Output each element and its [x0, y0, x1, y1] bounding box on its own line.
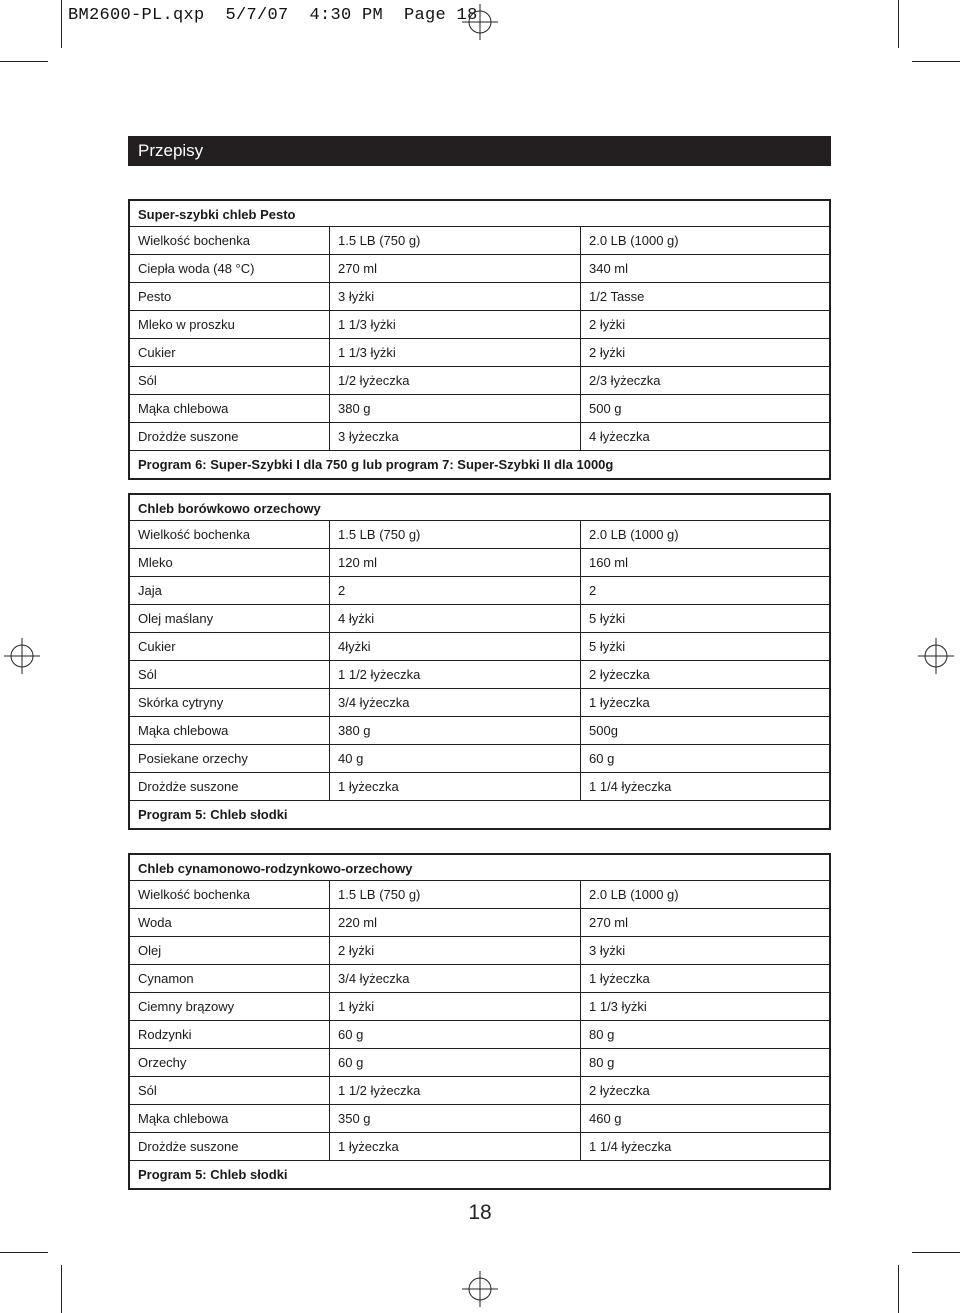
amount-large-cell: 5 łyżki [589, 639, 626, 654]
table-row [130, 255, 829, 283]
table-row [130, 965, 829, 993]
ingredient-cell: Ciepła woda (48 °C) [130, 255, 330, 282]
amount-large-cell: 2.0 LB (1000 g) [589, 233, 679, 248]
table-row [130, 283, 829, 311]
amount-small-cell: 4łyżki [330, 633, 581, 660]
amount-large-cell: 2/3 łyżeczka [589, 373, 661, 388]
amount-small-cell: 1 łyżeczka [330, 773, 581, 800]
amount-large-cell: 340 ml [589, 261, 629, 276]
recipe-title: Chleb borówkowo orzechowy [130, 495, 829, 521]
amount-small-cell: 2 [330, 577, 581, 604]
table-row [130, 633, 829, 661]
amount-small-cell: 3/4 łyżeczka [330, 689, 581, 716]
recipe-program: Program 5: Chleb słodki [138, 807, 288, 822]
amount-large-cell: 1 łyżeczka [589, 695, 650, 710]
ingredient-cell: Olej [130, 937, 330, 964]
ingredient-cell: Posiekane orzechy [130, 745, 330, 772]
table-row [130, 339, 829, 367]
amount-large-cell: 4 łyżeczka [589, 429, 650, 444]
amount-small-cell: 4 łyżki [330, 605, 581, 632]
amount-large-cell: 2.0 LB (1000 g) [589, 887, 679, 902]
ingredient-cell: Sól [130, 367, 330, 394]
amount-small-cell: 60 g [330, 1021, 581, 1048]
recipe-title: Chleb cynamonowo-rodzynkowo-orzechowy [130, 855, 829, 881]
table-row [130, 311, 829, 339]
recipe-program: Program 5: Chleb słodki [138, 1167, 288, 1182]
ingredient-cell: Pesto [130, 283, 330, 310]
crop-mark-top-right-h [912, 61, 960, 62]
crop-mark-bottom-left-h [0, 1252, 48, 1253]
table-row [130, 689, 829, 717]
amount-large-cell: 160 ml [589, 555, 629, 570]
amount-large-cell: 500 g [589, 401, 622, 416]
crop-mark-bottom-right-v [898, 1265, 899, 1313]
amount-small-cell: 1 1/3 łyżki [330, 311, 581, 338]
ingredient-cell: Drożdże suszone [130, 773, 330, 800]
crop-mark-bottom-right-h [912, 1252, 960, 1253]
ingredient-cell: Cynamon [130, 965, 330, 992]
amount-large-cell: 3 łyżki [589, 943, 626, 958]
ingredient-cell: Wielkość bochenka [130, 227, 330, 254]
table-row [130, 605, 829, 633]
ingredient-cell: Woda [130, 909, 330, 936]
recipe-program: Program 6: Super-Szybki I dla 750 g lub program 7: Super-Szybki II dla 1000g [138, 457, 614, 472]
amount-small-cell: 220 ml [330, 909, 581, 936]
amount-small-cell: 1 łyżeczka [330, 1133, 581, 1160]
amount-small-cell: 120 ml [330, 549, 581, 576]
ingredient-cell: Jaja [130, 577, 330, 604]
amount-large-cell: 2 [589, 583, 597, 598]
amount-large-cell: 80 g [589, 1055, 615, 1070]
table-row [130, 395, 829, 423]
table-row [130, 661, 829, 689]
table-row [130, 1049, 829, 1077]
table-row [130, 717, 829, 745]
table-row [130, 881, 829, 909]
ingredient-cell: Skórka cytryny [130, 689, 330, 716]
amount-large-cell: 2 łyżeczka [589, 667, 650, 682]
amount-large-cell: 270 ml [589, 915, 629, 930]
table-row [130, 549, 829, 577]
table-row [130, 577, 829, 605]
amount-small-cell: 1 1/2 łyżeczka [330, 661, 581, 688]
table-row [130, 367, 829, 395]
ingredient-cell: Rodzynki [130, 1021, 330, 1048]
amount-small-cell: 1 łyżki [330, 993, 581, 1020]
section-title-banner: Przepisy [128, 136, 831, 166]
amount-large-cell: 2 łyżki [589, 317, 626, 332]
table-row [130, 521, 829, 549]
ingredient-cell: Cukier [130, 339, 330, 366]
table-row [130, 773, 829, 801]
ingredient-cell: Mleko [130, 549, 330, 576]
ingredient-cell: Ciemny brązowy [130, 993, 330, 1020]
ingredient-cell: Wielkość bochenka [130, 881, 330, 908]
amount-small-cell: 1.5 LB (750 g) [330, 881, 581, 908]
table-row [130, 937, 829, 965]
ingredient-cell: Cukier [130, 633, 330, 660]
recipe-table-cinnamon-raisin-nut [128, 853, 831, 1190]
table-row [130, 993, 829, 1021]
recipe-table-pesto [128, 199, 831, 480]
table-row [130, 227, 829, 255]
amount-small-cell: 40 g [330, 745, 581, 772]
amount-large-cell: 500g [589, 723, 618, 738]
ingredient-cell: Sól [130, 661, 330, 688]
amount-large-cell: 1/2 Tasse [589, 289, 645, 304]
amount-small-cell: 1 1/2 łyżeczka [330, 1077, 581, 1104]
registration-mark-bottom-icon [462, 1271, 498, 1307]
ingredient-cell: Wielkość bochenka [130, 521, 330, 548]
amount-large-cell: 1 1/4 łyżeczka [589, 779, 672, 794]
table-row [130, 1105, 829, 1133]
amount-small-cell: 380 g [330, 395, 581, 422]
page-number: 18 [468, 1201, 492, 1224]
table-row [130, 1133, 829, 1161]
amount-small-cell: 1/2 łyżeczka [330, 367, 581, 394]
ingredient-cell: Mleko w proszku [130, 311, 330, 338]
amount-small-cell: 1.5 LB (750 g) [330, 227, 581, 254]
crop-mark-top-left-v [61, 0, 62, 48]
amount-small-cell: 3/4 łyżeczka [330, 965, 581, 992]
amount-small-cell: 270 ml [330, 255, 581, 282]
amount-large-cell: 80 g [589, 1027, 615, 1042]
table-row [130, 909, 829, 937]
table-row [130, 745, 829, 773]
amount-large-cell: 2 łyżki [589, 345, 626, 360]
amount-small-cell: 1.5 LB (750 g) [330, 521, 581, 548]
amount-large-cell: 1 łyżeczka [589, 971, 650, 986]
amount-large-cell: 2.0 LB (1000 g) [589, 527, 679, 542]
amount-large-cell: 1 1/4 łyżeczka [589, 1139, 672, 1154]
ingredient-cell: Drożdże suszone [130, 423, 330, 450]
table-row [130, 423, 829, 451]
ingredient-cell: Mąka chlebowa [130, 1105, 330, 1132]
print-slug-line: BM2600-PL.qxp 5/7/07 4:30 PM Page 18 [68, 6, 478, 25]
crop-mark-top-right-v [898, 0, 899, 48]
recipe-title: Super-szybki chleb Pesto [130, 201, 829, 227]
table-row [130, 1077, 829, 1105]
amount-small-cell: 350 g [330, 1105, 581, 1132]
registration-mark-left-icon [4, 638, 40, 674]
amount-small-cell: 1 1/3 łyżki [330, 339, 581, 366]
amount-small-cell: 380 g [330, 717, 581, 744]
ingredient-cell: Mąka chlebowa [130, 717, 330, 744]
amount-small-cell: 3 łyżeczka [330, 423, 581, 450]
recipe-table-blueberry-nut [128, 493, 831, 830]
crop-mark-top-left-h [0, 61, 48, 62]
amount-large-cell: 60 g [589, 751, 615, 766]
crop-mark-bottom-left-v [61, 1265, 62, 1313]
amount-large-cell: 2 łyżeczka [589, 1083, 650, 1098]
registration-mark-right-icon [918, 638, 954, 674]
amount-small-cell: 2 łyżki [330, 937, 581, 964]
ingredient-cell: Sól [130, 1077, 330, 1104]
ingredient-cell: Drożdże suszone [130, 1133, 330, 1160]
amount-large-cell: 5 łyżki [589, 611, 626, 626]
amount-small-cell: 3 łyżki [330, 283, 581, 310]
ingredient-cell: Orzechy [130, 1049, 330, 1076]
registration-mark-top-icon [462, 4, 498, 40]
amount-large-cell: 460 g [589, 1111, 622, 1126]
table-row [130, 1021, 829, 1049]
ingredient-cell: Mąka chlebowa [130, 395, 330, 422]
ingredient-cell: Olej maślany [130, 605, 330, 632]
amount-large-cell: 1 1/3 łyżki [589, 999, 647, 1014]
amount-small-cell: 60 g [330, 1049, 581, 1076]
